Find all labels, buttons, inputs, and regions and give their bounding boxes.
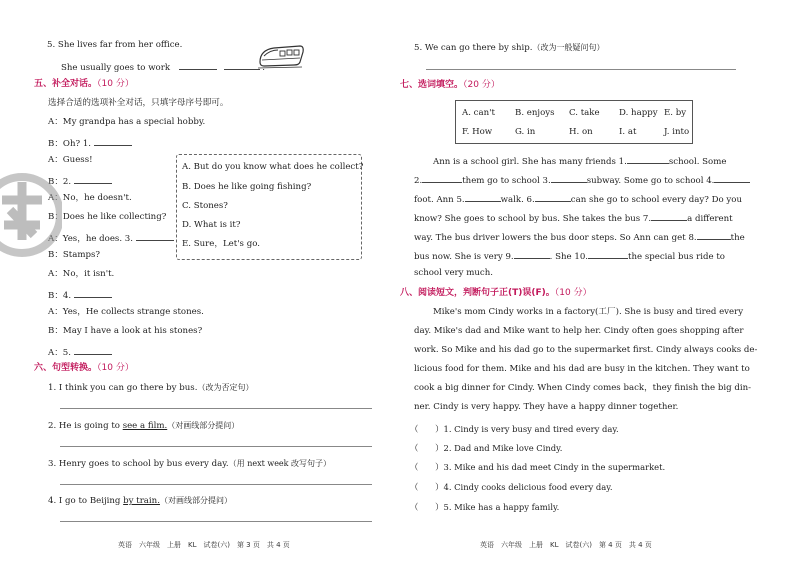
- item-text: 3. Henry goes to school by bus every day.: [48, 459, 229, 469]
- tf-item[interactable]: （ ）1. Cindy is very busy and tired every day.: [410, 424, 619, 434]
- word-option: F. How: [462, 127, 493, 137]
- item-instruction: （改为否定句）: [197, 383, 254, 392]
- q5-prompt: [61, 60, 265, 74]
- passage-text: way. The bus driver lowers the bus door steps. So Ann can get 8.: [414, 233, 697, 243]
- word-option: H. on: [569, 127, 593, 137]
- passage-text: 2.: [414, 176, 423, 186]
- passage-line: [414, 249, 725, 263]
- word-option: D. happy: [619, 108, 658, 118]
- item-instruction: （改为一般疑问句）: [532, 43, 605, 52]
- passage-line: day. Mike's dad and Mike want to help her. Cindy often goes shopping after: [414, 326, 744, 336]
- section-points: （20 分）: [463, 80, 500, 90]
- answer-blank[interactable]: [136, 231, 174, 241]
- answer-line[interactable]: [60, 446, 372, 447]
- passage-line: cook a big dinner for Cindy. When Cindy comes back，they finish the big din-: [414, 383, 752, 393]
- answer-blank[interactable]: [651, 211, 687, 221]
- dialog-line: A：Yes，He collects strange stones.: [48, 307, 204, 317]
- dialog-line: [48, 231, 174, 245]
- dialog-text: A：5.: [48, 348, 71, 358]
- passage-line: [414, 230, 745, 244]
- section-6-heading: [34, 363, 134, 374]
- underlined-phrase: by train.: [123, 496, 160, 506]
- transform-item: [48, 420, 239, 432]
- item-instruction: （用 next week 改写句子）: [228, 459, 332, 468]
- section-5-heading: [34, 79, 134, 90]
- dialog-line: [48, 136, 132, 150]
- passage-text: bus now. She is very 9.: [414, 252, 514, 262]
- section-title: 六、句型转换。: [34, 363, 98, 373]
- item-text: 2. He is going to: [48, 421, 123, 431]
- page-footer: 英语 六年级 上册 KL 试卷(六) 第 4 页 共 4 页: [480, 541, 652, 549]
- answer-blank[interactable]: [224, 60, 260, 70]
- item-instruction: （对画线部分提问）: [167, 421, 240, 430]
- answer-line[interactable]: [60, 521, 372, 522]
- word-bank: [455, 100, 693, 144]
- passage-text: walk. 6.: [500, 195, 535, 205]
- word-option: I. at: [619, 127, 637, 137]
- passage-line: Mike's mom Cindy works in a factory(工厂). She is busy and tired every: [433, 307, 744, 317]
- option-item: D. What is it?: [182, 220, 241, 230]
- underlined-phrase: see a film.: [122, 421, 168, 431]
- passage-line: [414, 211, 733, 225]
- passage-text: the: [730, 233, 745, 243]
- passage-text: foot. Ann 5.: [414, 195, 465, 205]
- dialog-line: [48, 345, 112, 359]
- q5-sentence: 5. She lives far from her office.: [47, 40, 183, 50]
- section-5-instruction: 选择合适的选项补全对话，只填字母序号即可。: [48, 98, 229, 108]
- item-text: 5. We can go there by ship.: [414, 43, 533, 53]
- answer-blank[interactable]: [714, 173, 750, 183]
- transform-item: [414, 42, 605, 54]
- dialog-text: A：Yes，he does. 3.: [48, 234, 134, 244]
- page-footer: 英语 六年级 上册 KL 试卷(六) 第 3 页 共 4 页: [118, 541, 290, 549]
- answer-blank[interactable]: [514, 249, 550, 259]
- transform-item: [48, 382, 253, 394]
- dialog-line: B：Stamps?: [48, 250, 101, 260]
- answer-blank[interactable]: [697, 230, 731, 240]
- section-title: 五、补全对话。: [34, 79, 98, 89]
- passage-line: [414, 173, 750, 187]
- answer-blank[interactable]: [551, 173, 587, 183]
- watermark-stamp: [0, 170, 62, 260]
- answer-line[interactable]: [60, 484, 372, 485]
- passage-text: school. Some: [668, 157, 727, 167]
- word-option: E. by: [664, 108, 687, 118]
- answer-blank[interactable]: [94, 136, 132, 146]
- answer-blank[interactable]: [465, 192, 501, 202]
- transform-item: [48, 495, 232, 507]
- answer-blank[interactable]: [422, 173, 462, 183]
- answer-blank[interactable]: [74, 174, 112, 184]
- passage-text: them go to school 3.: [462, 176, 551, 186]
- option-item: B. Does he like going fishing?: [182, 182, 312, 192]
- word-option: G. in: [515, 127, 536, 137]
- section-points: （10 分）: [97, 363, 134, 373]
- passage-text: . She 10.: [549, 252, 589, 262]
- passage-text: know? She goes to school by bus. She takes the bus 7.: [414, 214, 652, 224]
- answer-line[interactable]: [60, 408, 372, 409]
- dialog-text: B：Oh? 1.: [48, 139, 92, 149]
- option-item: A. But do you know what does he collect?: [182, 162, 364, 172]
- item-text: 1. I think you can go there by bus.: [48, 383, 198, 393]
- dialog-line: [48, 288, 112, 302]
- passage-text: a different: [687, 214, 733, 224]
- transform-item: [48, 458, 331, 470]
- answer-blank[interactable]: [627, 154, 669, 164]
- section-7-heading: [400, 80, 500, 91]
- word-option: C. take: [569, 108, 600, 118]
- answer-line[interactable]: [426, 69, 736, 70]
- option-item: E. Sure，Let's go.: [182, 239, 260, 249]
- word-option: B. enjoys: [515, 108, 555, 118]
- section-title: 七、选词填空。: [400, 80, 464, 90]
- dialog-line: B：May I have a look at his stones?: [48, 326, 203, 336]
- dialog-line: B：Does he like collecting?: [48, 212, 167, 222]
- passage-line: licious food for them. Mike and his dad are busy in the kitchen. They want to: [414, 364, 750, 374]
- tf-item[interactable]: （ ）2. Dad and Mike love Cindy.: [410, 443, 563, 453]
- right-page: [400, 0, 800, 566]
- answer-blank[interactable]: [179, 60, 217, 70]
- dialog-text: B：4.: [48, 291, 72, 301]
- tf-item[interactable]: （ ）4. Cindy cooks delicious food every day.: [410, 482, 613, 492]
- item-instruction: （对画线部分提问）: [159, 496, 232, 505]
- section-points: （10 分）: [97, 79, 134, 89]
- passage-line: [433, 154, 726, 168]
- passage-line: work. So Mike and his dad go to the supermarket first. Cindy always cooks de-: [414, 345, 758, 355]
- q5-prompt-text: She usually goes to work: [61, 63, 171, 73]
- item-text: 4. I go to Beijing: [48, 496, 124, 506]
- dialog-line: A：My grandpa has a special hobby.: [48, 117, 206, 127]
- answer-blank[interactable]: [535, 192, 571, 202]
- dialog-text: B：2.: [48, 177, 72, 187]
- answer-blank[interactable]: [588, 249, 628, 259]
- passage-text: the special bus ride to: [628, 252, 725, 262]
- dialog-line: A：No，it isn't.: [48, 269, 115, 279]
- option-item: C. Stones?: [182, 201, 228, 211]
- dialog-line: A：Guess!: [48, 155, 93, 165]
- section-points: （10 分）: [554, 288, 592, 298]
- tf-item[interactable]: （ ）3. Mike and his dad meet Cindy in the supermarket.: [410, 462, 666, 472]
- answer-blank[interactable]: [74, 345, 112, 355]
- word-option: J. into: [664, 127, 690, 137]
- passage-line: school very much.: [414, 268, 493, 278]
- word-option: A. can't: [462, 108, 495, 118]
- passage-text: subway. Some go to school 4.: [586, 176, 715, 186]
- section-8-heading: [400, 288, 592, 299]
- dialog-line: A：No，he doesn't.: [48, 193, 132, 203]
- passage-line: ner. Cindy is very happy. They have a happy dinner together.: [414, 402, 679, 412]
- answer-blank[interactable]: [74, 288, 112, 298]
- tf-item[interactable]: （ ）5. Mike has a happy family.: [410, 502, 560, 512]
- passage-text: can she go to school every day? Do you: [570, 195, 742, 205]
- section-title: 八、阅读短文，判断句子正(T)误(F)。: [400, 288, 555, 298]
- passage-line: [414, 192, 742, 206]
- passage-text: Ann is a school girl. She has many friends 1.: [433, 157, 627, 167]
- train-icon: [256, 40, 306, 70]
- options-box: [176, 154, 362, 260]
